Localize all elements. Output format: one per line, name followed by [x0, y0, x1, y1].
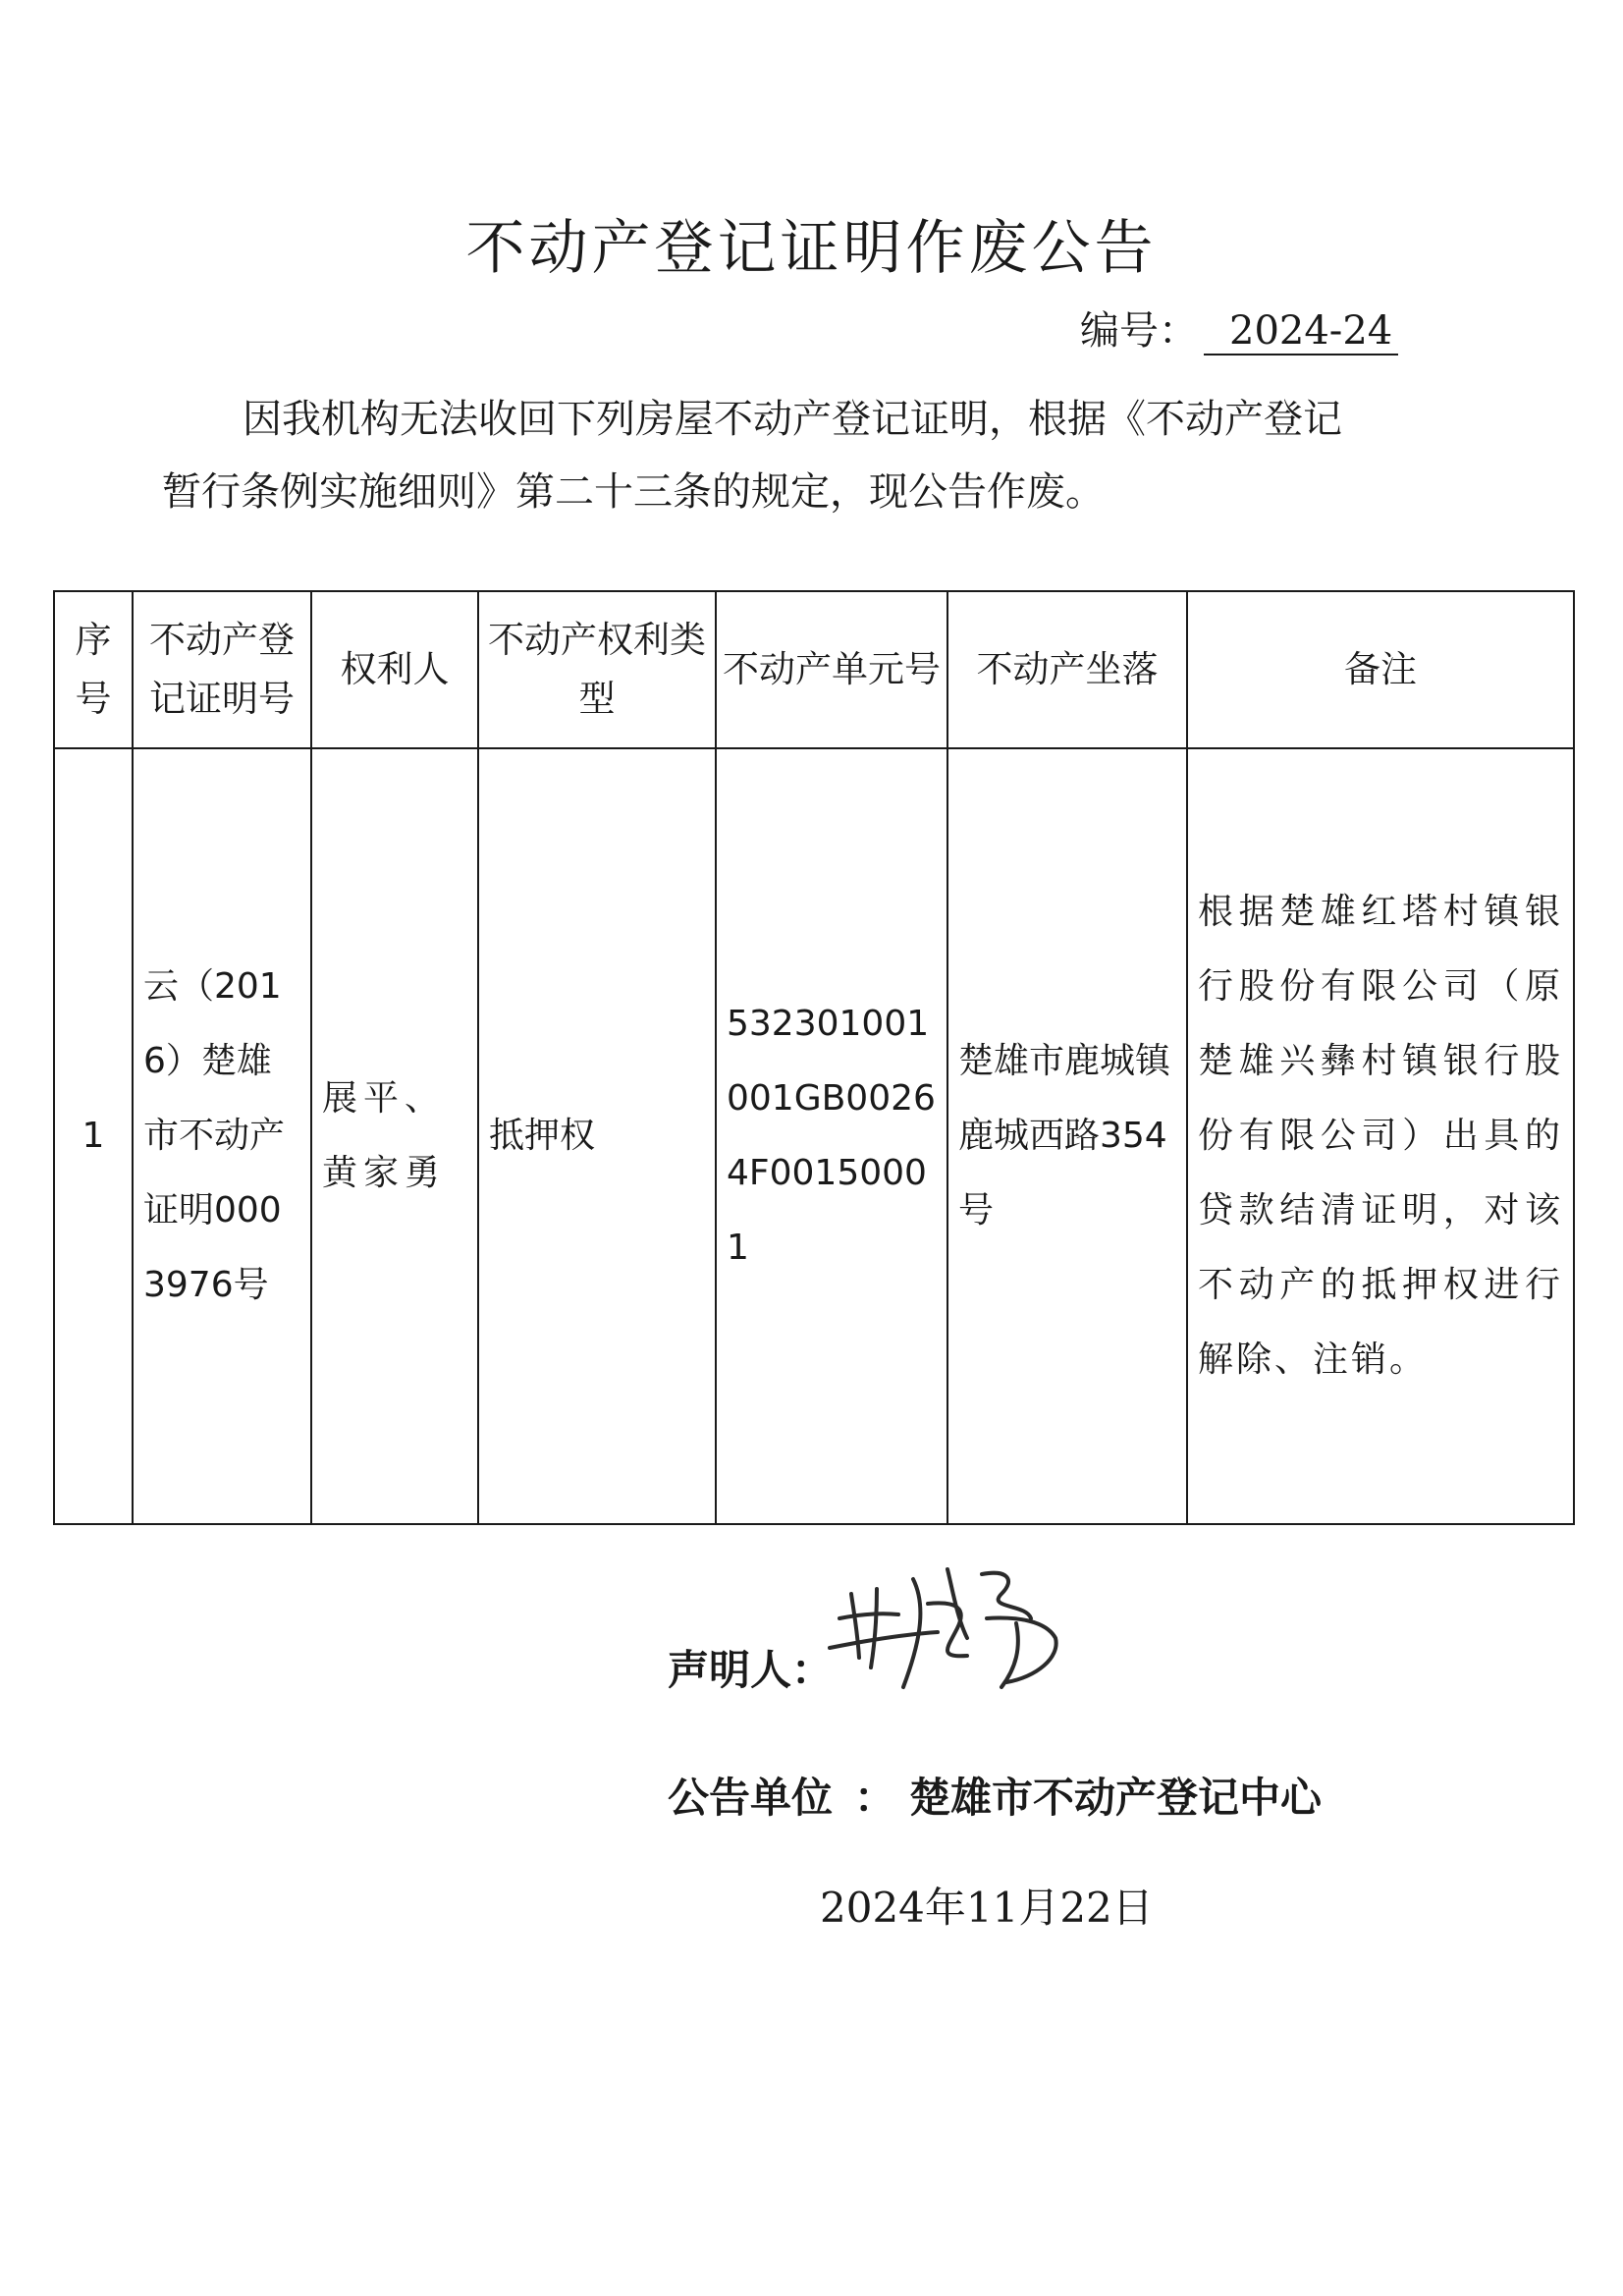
cell-holder: 展平、黄家勇 [311, 748, 478, 1524]
announcing-unit [668, 1766, 1322, 1825]
document-number [1080, 300, 1398, 355]
cell-remark: 根据楚雄红塔村镇银行股份有限公司（原楚雄兴彝村镇银行股份有限公司）出具的贷款结清证明，对该不动产的抵押权进行解除、注销。 [1187, 748, 1574, 1524]
cell-seq: 1 [54, 748, 133, 1524]
header-holder: 权利人 [311, 591, 478, 748]
header-right-type: 不动产权利类型 [478, 591, 716, 748]
cell-right-type: 抵押权 [478, 748, 716, 1524]
announcement-date: 2024年11月22日 [820, 1884, 1154, 1932]
document-number-label: 编号： [1080, 308, 1198, 354]
unit-value: 楚雄市不动产登记中心 [909, 1774, 1323, 1822]
document-number-value: 2024-24 [1204, 308, 1398, 355]
cell-location: 楚雄市鹿城镇鹿城西路354号 [947, 748, 1187, 1524]
page-title: 不动产登记证明作废公告 [465, 214, 1158, 283]
header-cert-no: 不动产登记证明号 [133, 591, 311, 748]
unit-separator: ： [854, 1774, 896, 1822]
table-row [54, 748, 1574, 1524]
header-remark: 备注 [1187, 591, 1574, 748]
header-location: 不动产坐落 [947, 591, 1187, 748]
handwritten-signature [820, 1550, 1075, 1707]
header-seq: 序号 [54, 591, 133, 748]
header-unit-no: 不动产单元号 [716, 591, 947, 748]
intro-line-2: 暂行条例实施细则》第二十三条的规定，现公告作废。 [162, 469, 1105, 515]
intro-paragraph [162, 383, 1497, 528]
unit-label: 公告单位 [668, 1774, 834, 1822]
intro-line-1: 因我机构无法收回下列房屋不动产登记证明，根据《不动产登记 [243, 397, 1342, 442]
cell-cert-no: 云（2016）楚雄市不动产证明0003976号 [133, 748, 311, 1524]
table-header-row [54, 591, 1574, 748]
void-certificate-table [53, 590, 1575, 1525]
declarant-label: 声明人： [668, 1646, 834, 1694]
cell-unit-no: 532301001001GB00264F00150001 [716, 748, 947, 1524]
